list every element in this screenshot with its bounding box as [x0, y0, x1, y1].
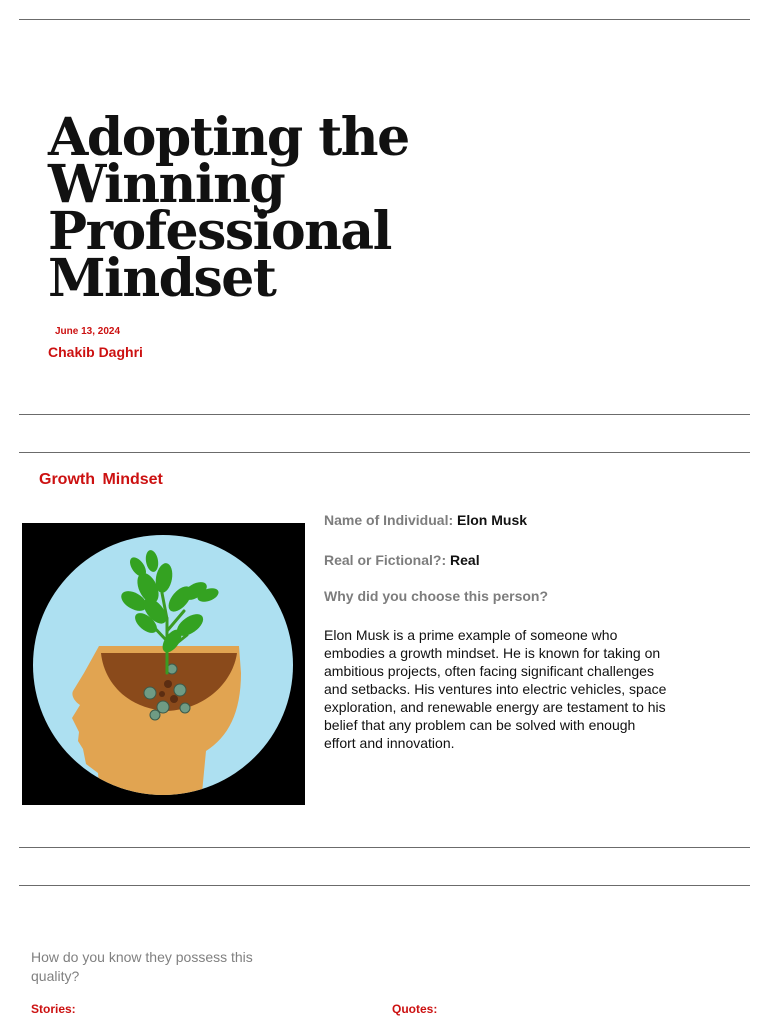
stories-label: Stories: [31, 1002, 76, 1016]
top-divider [19, 19, 750, 20]
head-with-plant-icon [22, 523, 305, 805]
real-or-fictional-label: Real or Fictional?: [324, 552, 447, 568]
quotes-label: Quotes: [392, 1002, 438, 1016]
name-of-individual-field [324, 512, 527, 528]
evidence-top-divider [19, 885, 750, 886]
evidence-question: How do you know they possess this quality? [31, 949, 253, 984]
why-answer: Elon Musk is a prime example of someone who embodies a growth mindset. He is known for taking on ambitious projects, often facing significant challenges and setbacks. His ventures into electric vehicles, space exploration, and renewable energy are testament to his belief that any problem can be solved with enough effort and innovation. [324, 627, 667, 751]
section-heading: Growth Mindset [39, 471, 163, 488]
author-name: Chakib Daghri [48, 344, 143, 360]
name-of-individual-value: Elon Musk [457, 512, 528, 528]
publish-date: June 13, 2024 [55, 326, 121, 337]
real-or-fictional-value: Real [450, 552, 480, 568]
why-question: Why did you choose this person? [324, 588, 549, 604]
section-top-divider [19, 452, 750, 453]
header-bottom-divider [19, 414, 750, 415]
name-of-individual-label: Name of Individual: [324, 512, 454, 528]
real-or-fictional-field [324, 552, 480, 568]
section-bottom-divider [19, 847, 750, 848]
article-title: Adopting the Winning Professional Mindset [48, 107, 409, 309]
